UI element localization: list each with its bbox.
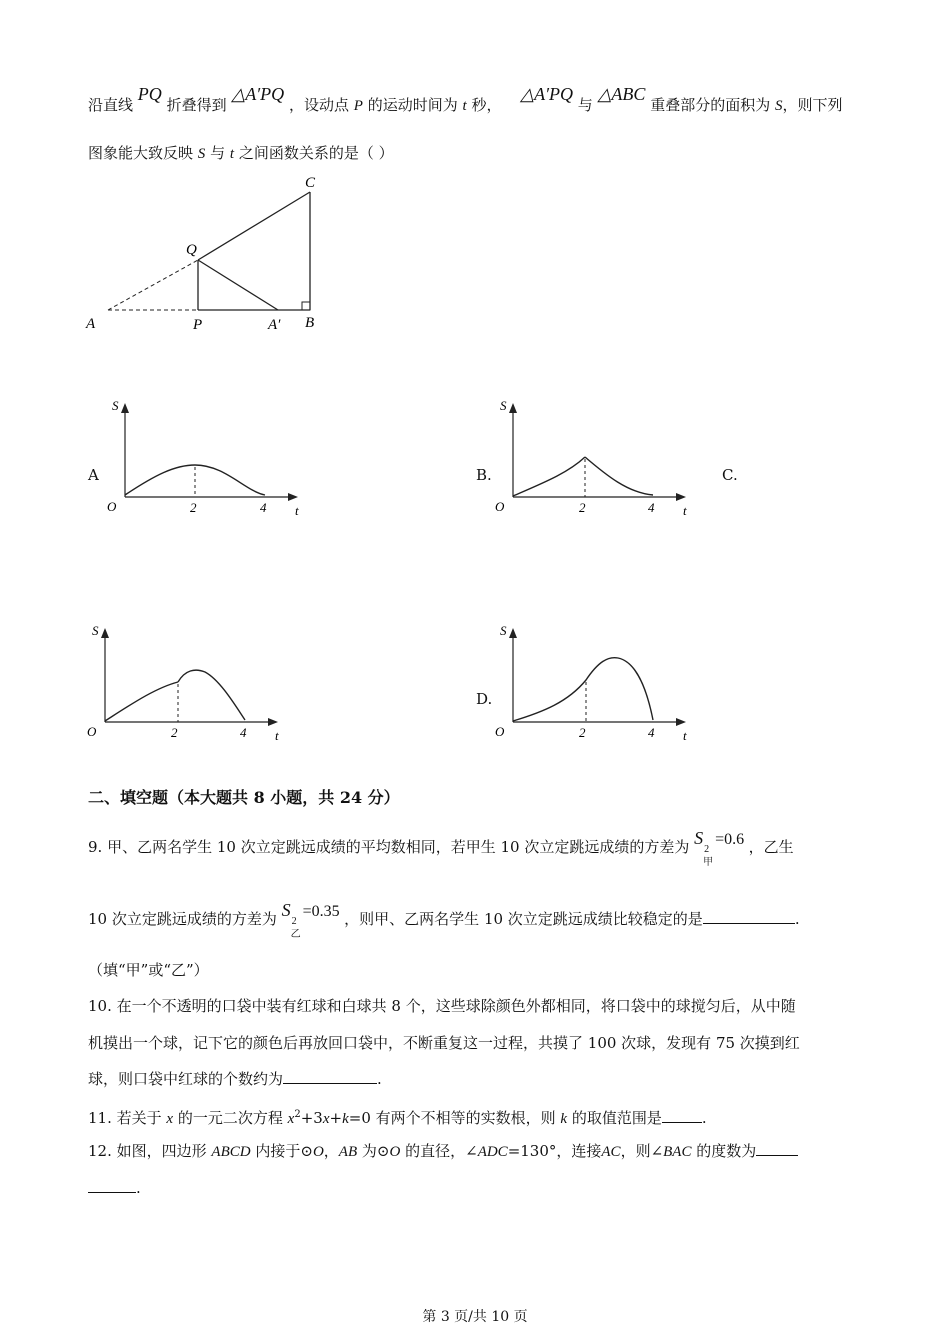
q9-line3: （填“甲”或“乙”） xyxy=(88,961,209,979)
svg-text:2: 2 xyxy=(171,725,178,740)
svg-text:S: S xyxy=(500,398,507,413)
text-segment: ，则∠ xyxy=(620,1142,664,1160)
section-heading: 二、填空题（本大题共 8 小题，共 24 分） xyxy=(88,788,400,807)
var-s: S xyxy=(775,98,783,114)
q9-line2 xyxy=(88,900,800,940)
text-segment: =130°，连接 xyxy=(507,1142,602,1160)
q8-line1 xyxy=(88,84,843,116)
svg-text:4: 4 xyxy=(240,725,247,740)
text-segment: ，则下列 xyxy=(782,96,843,114)
svg-text:4: 4 xyxy=(648,500,655,515)
answer-blank-q11[interactable] xyxy=(662,1108,702,1123)
text-segment: . xyxy=(794,910,800,928)
text-segment: 11. 若关于 xyxy=(88,1109,162,1127)
svg-text:4: 4 xyxy=(648,725,655,740)
q11-line xyxy=(88,1105,707,1129)
svg-text:O: O xyxy=(495,724,505,739)
page-footer: 第 3 页/共 10 页 xyxy=(422,1309,528,1325)
segment-qc xyxy=(198,192,310,260)
svg-text:4: 4 xyxy=(260,500,267,515)
text-segment: 与 xyxy=(210,144,226,162)
text-segment: 折叠得到 xyxy=(166,96,227,114)
text-segment: 的度数为 xyxy=(696,1142,757,1160)
geometry-figure xyxy=(80,170,340,340)
text-segment: 球，则口袋中红球的个数约为 xyxy=(88,1070,284,1088)
svg-text:O: O xyxy=(107,499,117,514)
var-x: x xyxy=(166,1111,174,1127)
var-ac: AC xyxy=(601,1144,621,1160)
text-segment: ，则甲、乙两名学生 10 次立定跳远成绩比较稳定的是 xyxy=(344,910,703,928)
svg-text:S: S xyxy=(92,623,99,638)
svg-text:2: 2 xyxy=(190,500,197,515)
label-b: B xyxy=(305,315,315,331)
variance-yi: S 2 乙 =0.35 xyxy=(281,900,340,940)
text-segment: . xyxy=(377,1070,382,1088)
text-segment: +3 xyxy=(300,1109,323,1127)
text-segment: 的运动时间为 xyxy=(367,96,458,114)
var-o: O xyxy=(312,1144,324,1160)
superscript: 2 xyxy=(294,1109,301,1120)
var-t: t xyxy=(229,146,235,162)
text-segment: + xyxy=(329,1109,343,1127)
text-segment: 图象能大致反映 xyxy=(88,144,194,162)
curve-c-left xyxy=(105,682,178,721)
var-x: x xyxy=(287,1111,295,1127)
curve-b-right xyxy=(585,457,653,495)
q12-line2 xyxy=(88,1178,141,1198)
var-bac: BAC xyxy=(663,1144,692,1160)
var-abcd: ABCD xyxy=(211,1144,251,1160)
text-segment: . xyxy=(136,1179,141,1197)
text-segment: 的直径，∠ xyxy=(405,1142,478,1160)
svg-text:t: t xyxy=(683,728,687,743)
curve-b-left xyxy=(513,457,585,496)
dashed-aq xyxy=(108,260,198,310)
text-segment: ，乙生 xyxy=(748,838,794,856)
option-a-label: A xyxy=(88,466,99,484)
answer-blank-q12-part2[interactable] xyxy=(88,1178,136,1193)
math-triangle-apq: △A′PQ xyxy=(231,84,285,104)
var-x: x xyxy=(322,1111,330,1127)
text-segment: =0 有两个不相等的实数根，则 xyxy=(348,1109,556,1127)
answer-blank-q9[interactable] xyxy=(703,909,795,924)
option-c-label: C. xyxy=(722,466,738,484)
var-t: t xyxy=(462,98,467,114)
text-segment: 9. 甲、乙两名学生 10 次立定跳远成绩的平均数相同，若甲生 10 次立定跳远成绩的方差为 xyxy=(88,838,690,856)
graph-option-d xyxy=(488,620,703,750)
variance-jia: S 2 甲 =0.6 xyxy=(694,828,745,868)
label-c: C xyxy=(305,175,316,191)
q10-line1: 10. 在一个不透明的口袋中装有红球和白球共 8 个，这些球除颜色外都相同，将口袋中的球搅匀后，从中随 xyxy=(88,997,796,1015)
label-p: P xyxy=(193,317,203,333)
text-segment: 为⊙ xyxy=(361,1142,390,1160)
svg-text:S: S xyxy=(500,623,507,638)
graph-option-c xyxy=(80,620,295,750)
svg-text:t: t xyxy=(275,728,279,743)
label-q: Q xyxy=(186,242,197,258)
svg-text:O: O xyxy=(495,499,505,514)
svg-text:O: O xyxy=(87,724,97,739)
var-o: O xyxy=(389,1144,401,1160)
curve-d xyxy=(513,658,653,721)
svg-text:2: 2 xyxy=(579,500,586,515)
var-adc: ADC xyxy=(477,1144,508,1160)
var-s: S xyxy=(197,146,206,162)
text-segment: 重叠部分的面积为 xyxy=(650,96,771,114)
svg-text:2: 2 xyxy=(579,725,586,740)
text-segment: 12. 如图，四边形 xyxy=(88,1142,207,1160)
graph-option-b xyxy=(488,395,703,525)
var-k: k xyxy=(560,1111,568,1127)
label-a: A xyxy=(86,316,96,332)
svg-text:t: t xyxy=(683,503,687,518)
svg-text:S: S xyxy=(112,398,119,413)
answer-blank-q10[interactable] xyxy=(283,1069,377,1084)
segment-qa-prime xyxy=(198,260,278,310)
text-segment: 的一元二次方程 xyxy=(177,1109,283,1127)
option-b-label: B. xyxy=(476,466,492,484)
q8-line2 xyxy=(88,143,394,164)
math-pq: PQ xyxy=(137,84,162,104)
math-triangle-apq-2: △A′PQ xyxy=(520,84,574,104)
q10-line2: 机摸出一个球，记下它的颜色后再放回口袋中，不断重复这一过程，共摸了 100 次球，发现有 75 次摸到红 xyxy=(88,1034,800,1052)
math-triangle-abc: △ABC xyxy=(597,84,646,104)
curve-c-right xyxy=(178,670,245,720)
var-ab: AB xyxy=(338,1144,358,1160)
var-p: P xyxy=(353,98,363,114)
text-segment: 秒， xyxy=(471,96,502,114)
q9-line1 xyxy=(88,828,794,868)
text-segment: 之间函数关系的是（ ） xyxy=(238,144,394,162)
var-k: k xyxy=(342,1111,349,1127)
q12-line1 xyxy=(88,1141,798,1162)
text-segment: 10 次立定跳远成绩的方差为 xyxy=(88,910,277,928)
text-segment: 与 xyxy=(577,96,593,114)
text-segment: 的取值范围是 xyxy=(571,1109,662,1127)
text-segment: . xyxy=(701,1109,707,1127)
text-segment: 内接于⊙ xyxy=(255,1142,313,1160)
svg-text:t: t xyxy=(295,503,299,518)
option-d-label: D. xyxy=(476,690,493,708)
graph-option-a xyxy=(100,395,315,525)
text-segment: ， xyxy=(323,1142,339,1160)
q10-line3 xyxy=(88,1069,382,1089)
label-a-prime: A′ xyxy=(268,317,281,333)
text-segment: 沿直线 xyxy=(88,96,134,114)
answer-blank-q12-part1[interactable] xyxy=(756,1141,798,1156)
text-segment: ，设动点 xyxy=(288,96,349,114)
right-angle-mark xyxy=(302,302,310,310)
